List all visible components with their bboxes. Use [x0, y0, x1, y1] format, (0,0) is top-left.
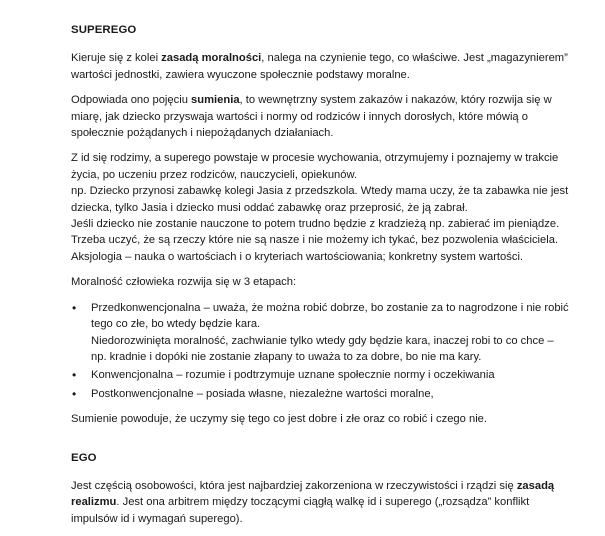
ego-paragraph-1 [71, 478, 571, 527]
paragraph-line: Jeśli dziecko nie zostanie nauczone to potem trudno będzie z kradzieżą np. zabierać im pieniądze. Trzeba uczyć, że są rzeczy które nie są nasze i nie możemy ich tykać, bez pozwolenia właściciela. [71, 218, 560, 247]
stage-text: Przedkonwencjonalna – uważa, że można robić dobrze, bo zostanie za to nagrodzone i nie robić tego co złe, bo wtedy będzie kara. [91, 301, 569, 331]
stage-text: Konwencjonalna – rozumie i podtrzymuje uznane społecznie normy i oczekiwania [91, 369, 495, 382]
text-run: Kieruje się z kolei [71, 52, 162, 65]
stages-intro: Moralność człowieka rozwija się w 3 etapach: [71, 276, 297, 289]
document-page [71, 22, 571, 536]
ego-heading: EGO [71, 451, 97, 464]
text-run: , nalega na czynienie tego, co właściwe. Jest „magazynierem” wartości jednostki, zawiera wyuczone społecznie podstawy moralne. [71, 52, 568, 81]
text-run: Odpowiada ono pojęciu [71, 94, 192, 107]
paragraph-line: Aksjologia – nauka o wartościach i o kryteriach wartościowania; konkretny system wartości. [71, 250, 524, 263]
paragraph-line: np. Dziecko przynosi zabawkę kolegi Jasia z przedszkola. Wtedy mama uczy, że ta zabawka nie jest dziecka, tylko Jasia i dziecko musi oddać zabawkę oraz przeprosić, że ją zabrał. [71, 185, 569, 214]
stage-text: Postkonwencjonalne – posiada własne, niezależne wartości moralne, [91, 387, 434, 400]
list-item [91, 300, 571, 366]
list-item [91, 386, 571, 402]
paragraph-line: Z id się rodzimy, a superego powstaje w procesie wychowania, otrzymujemy i poznajemy w trakcie życia, po uczeniu przez rodziców, nauczycieli, opiekunów. [71, 152, 559, 181]
bold-term-reality-principle: zasadą realizmu [71, 479, 555, 509]
superego-paragraph-2 [71, 92, 571, 141]
stages-list [71, 300, 571, 402]
text-run: . Jest ona arbitrem między toczącymi ciągłą walkę id i superego („rozsądza” konflikt impulsów id i wymagań superego). [71, 496, 530, 525]
bold-term-moral-principle: zasadą moralności [161, 52, 262, 65]
text-run: , to wewnętrzny system zakazów i nakazów, który rozwija się w miarę, jak dziecko przyswaja wartości i normy od rodziców i innych dorosłych, które mówią o społecznie pożądanych i niepożądanych działaniach. [71, 94, 552, 140]
stage-extra: Niedorozwinięta moralność, zachwianie tylko wtedy gdy będzie kara, inaczej robi to co chce – np. kradnie i dopóki nie zostanie złapany to uważa to za dobre, bo nie ma kary. [91, 334, 554, 363]
superego-paragraph-1 [71, 50, 571, 83]
superego-paragraph-3 [71, 150, 571, 265]
text-run: Jest częścią osobowości, która jest najbardziej zakorzeniona w rzeczywistości i rządzi się [71, 479, 517, 492]
superego-heading: SUPEREGO [71, 24, 137, 36]
superego-conclusion: Sumienie powoduje, że uczymy się tego co jest dobre i złe oraz co robić i czego nie. [71, 413, 488, 426]
bold-term-conscience: sumienia [191, 94, 240, 107]
list-item [91, 367, 571, 383]
